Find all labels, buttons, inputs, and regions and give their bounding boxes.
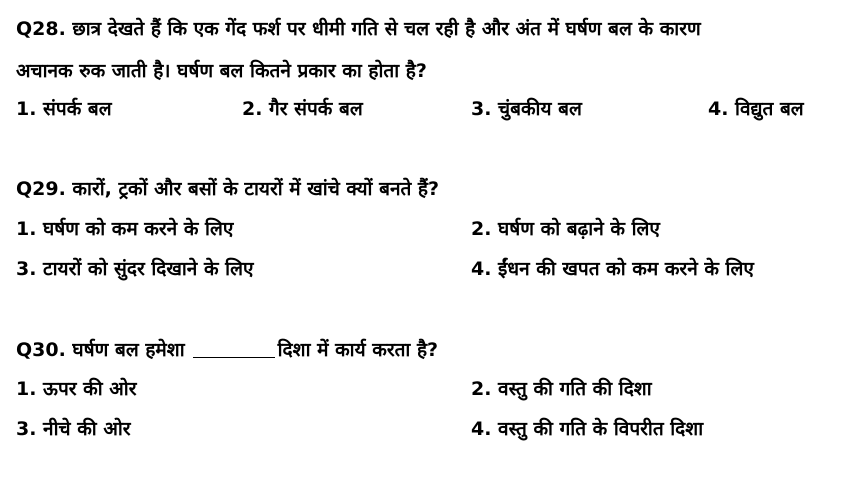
q28-option-4: 4. विद्युत बल [708, 98, 804, 120]
q29-option-2: 2. घर्षण को बढ़ाने के लिए [471, 218, 660, 240]
q28-question-line-1: Q28. छात्र देखते हैं कि एक गेंद फर्श पर धीमी गति से चल रही है और अंत में घर्षण बल के कारण [16, 18, 701, 40]
q30-question-start: Q30. घर्षण बल हमेशा [16, 339, 185, 361]
q30-question-end: दिशा में कार्य करता है? [277, 339, 439, 361]
q30-blank [193, 357, 275, 358]
q30-option-1: 1. ऊपर की ओर [16, 378, 137, 400]
q28-option-1: 1. संपर्क बल [16, 98, 112, 120]
q30-option-3: 3. नीचे की ओर [16, 418, 131, 440]
q28-option-2: 2. गैर संपर्क बल [242, 98, 363, 120]
q29-option-3: 3. टायरों को सुंदर दिखाने के लिए [16, 258, 254, 280]
q30-question [16, 341, 438, 360]
q28-question-line-2: अचानक रुक जाती है। घर्षण बल कितने प्रकार का होता है? [16, 60, 427, 82]
q30-option-2: 2. वस्तु की गति की दिशा [471, 378, 652, 400]
q29-option-1: 1. घर्षण को कम करने के लिए [16, 218, 234, 240]
q29-question: Q29. कारों, ट्रकों और बसों के टायरों में खांचे क्यों बनते हैं? [16, 178, 440, 200]
q29-option-4: 4. ईंधन की खपत को कम करने के लिए [471, 258, 754, 280]
q28-option-3: 3. चुंबकीय बल [471, 98, 582, 120]
q30-option-4: 4. वस्तु की गति के विपरीत दिशा [471, 418, 704, 440]
